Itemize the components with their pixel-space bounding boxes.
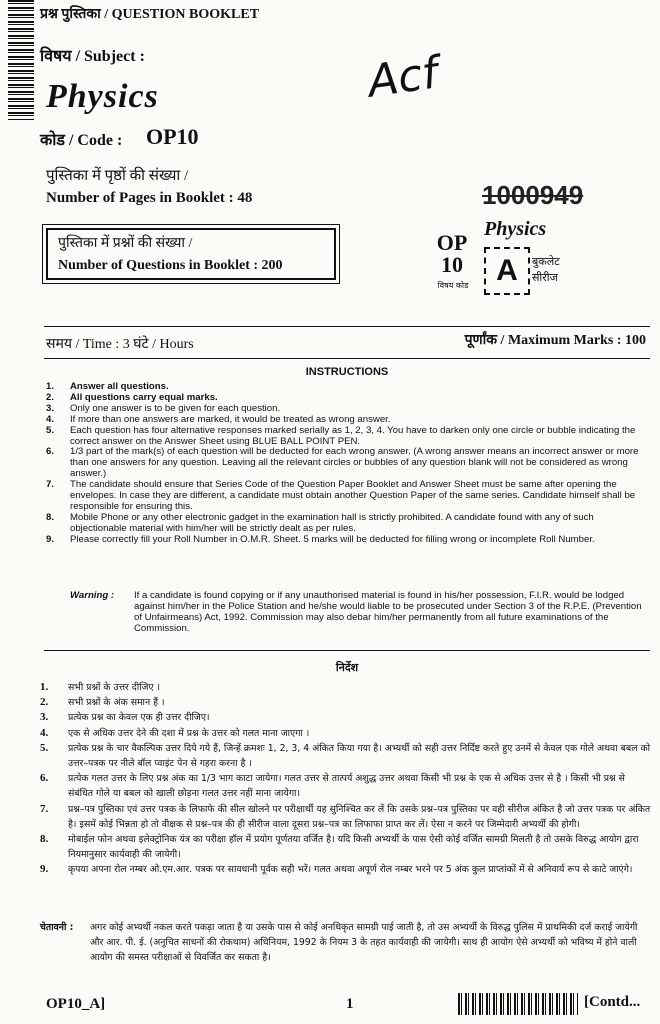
handwritten-note: Acf xyxy=(364,47,441,108)
divider-bottom xyxy=(44,650,650,651)
max-marks: पूर्णांक / Maximum Marks : 100 xyxy=(464,333,646,348)
footer-code: OP10_A] xyxy=(46,996,106,1012)
warning-label-hi: चेतावनी : xyxy=(40,922,74,933)
instruction-item: 2. All questions carry equal marks. xyxy=(46,391,218,403)
instructions-list xyxy=(46,382,652,546)
questions-box xyxy=(46,228,336,280)
nirdesh-item: 2. सभी प्रश्नों के अंक समान हैं । xyxy=(40,696,165,709)
instruction-item: 9. Please correctly fill your Roll Number in O.M.R. Sheet. 5 marks will be deducted for filling wrong or incomplete Roll Number. xyxy=(46,533,595,545)
warning-hi xyxy=(40,920,652,966)
warning-text-hi: अगर कोई अभ्यर्थी नकल करते पकड़ा जाता है या उसके पास से कोई अनधिकृत सामग्री पाई जाती है, तो उस अभ्यर्थी के विरुद्ध पुलिस में प्राथमिकी दर्ज कराई जायेगी और आर. पी. ई. (अनुचित साधनों की रोकथाम) अधिनियम, 1992 के नियम 3 के तहत कार्यवाही की जायेगी। साथ ही आयोग ऐसे अभ्यर्थी को भविष्य में होने वाली आयोग की समस्त परीक्षाओं से विवर्जित कर सकता है। xyxy=(90,922,638,964)
questions-label-en: Number of Questions in Booklet : 200 xyxy=(58,258,283,273)
nirdesh-item: 7. प्रश्न–पत्र पुस्तिका एवं उत्तर पत्रक के लिफाफे की सील खोलने पर परीक्षार्थी यह सुनिश्चित कर लें कि उसके प्रश्न–पत्र पुस्तिका पर वही सीरीज अंकित है जो उत्तर पत्रक पर अंकित है। इसमें कोई भिन्नता हो तो वीक्षक से प्रश्न–पत्र की ही सीरीज वाला दूसरा प्रश्न–पत्र का लिफाफा प्राप्त कर लें। ऐसा न करने पर जिम्मेदारी अभ्यर्थी की होगी। xyxy=(40,802,651,830)
code-label: कोड / Code : xyxy=(40,132,123,149)
nirdesh-title: निर्देश xyxy=(335,661,359,674)
time-label: समय / Time : 3 घंटे / Hours xyxy=(46,337,194,352)
divider-top xyxy=(44,326,650,327)
stamp-code-label: विषय कोड xyxy=(437,281,469,290)
instruction-item: 3. Only one answer is to be given for each question. xyxy=(46,402,281,414)
code-value: OP10 xyxy=(146,124,199,149)
divider-mid xyxy=(44,358,650,359)
instruction-item: 1. Answer all questions. xyxy=(46,381,169,392)
nirdesh-list xyxy=(40,680,652,878)
subject-label: विषय / Subject : xyxy=(40,48,145,65)
stamp-num: 10 xyxy=(441,252,463,277)
nirdesh-item: 1. सभी प्रश्नों के उत्तर दीजिए । xyxy=(40,681,161,693)
pages-label-en: Number of Pages in Booklet : 48 xyxy=(46,190,253,206)
pages-label-hi: पुस्तिका में पृष्ठों की संख्या / xyxy=(46,168,189,184)
vertical-barcode xyxy=(8,0,34,120)
subject-value: Physics xyxy=(46,78,159,115)
nirdesh-item: 5. प्रत्येक प्रश्न के चार वैकल्पिक उत्तर दिये गये हैं, जिन्हें क्रमशः 1, 2, 3, 4 अंकित किया गया है। अभ्यर्थी को सही उत्तर निर्दिष्ट करते हुए उनमें से केवल एक गोले अथवा बबल को उत्तर–पत्रक पर नीले बॉल प्वाइंट पेन से गहरा करना है । xyxy=(40,741,650,770)
series-label-1: बुकलेट xyxy=(532,255,560,268)
series-letter: A xyxy=(496,254,518,287)
instruction-item: 6. 1/3 part of the mark(s) of each question will be deducted for each wrong answer. (A wrong answer means an incorrect answer or more than one answers for any question. Leaving all the relevant circles or bubbles of any question blank will not be considered as wrong answer.) xyxy=(46,446,639,480)
nirdesh-item: 3. प्रत्येक प्रश्न का केवल एक ही उत्तर दीजिए। xyxy=(40,711,210,724)
contd-label: [Contd... xyxy=(584,994,641,1010)
stamp-subject: Physics xyxy=(484,218,547,240)
questions-label-hi: पुस्तिका में प्रश्नों की संख्या / xyxy=(58,236,193,251)
instruction-item: 4. If more than one answers are marked, it would be treated as wrong answer. xyxy=(46,413,391,425)
nirdesh-item: 6. प्रत्येक गलत उत्तर के लिए प्रश्न अंक का 1/3 भाग काटा जायेगा। गलत उत्तर से तात्पर्य अशुद्ध उत्तर अथवा किसी भी प्रश्न के एक से अधिक उत्तर से है । किसी भी प्रश्न से संबंधित गोले या बबल को खाली छोड़ना गलत उत्तर नहीं माना जायेगा। xyxy=(40,772,625,800)
stamp-op: OP xyxy=(436,230,468,255)
booklet-title: प्रश्न पुस्तिका / QUESTION BOOKLET xyxy=(40,7,260,22)
page-number: 1 xyxy=(346,996,354,1012)
warning-en xyxy=(70,590,652,634)
nirdesh-item: 9. कृपया अपना रोल नम्बर ओ.एम.आर. पत्रक पर सावधानी पूर्वक सही भरें। गलत अथवा अपूर्ण रोल नम्बर भरने पर 5 अंक कुल प्राप्तांकों में से अनिवार्य रूप से काटे जाएंगे। xyxy=(40,863,633,876)
instructions-title: INSTRUCTIONS xyxy=(305,366,389,378)
instruction-item: 8. Mobile Phone or any other electronic gadget in the examination hall is strictly prohibited. A candidate found with any of such objectionable material with him/her will be strictly dealt as per rules. xyxy=(46,511,594,534)
serial-number: 1000949 xyxy=(482,180,584,210)
instruction-item: 7. The candidate should ensure that Series Code of the Question Paper Booklet and Answer Sheet must be same after opening the envelopes. In case they are different, a candidate must obtain another Question Paper of the same series. Candidate himself shall be responsible for ensuring this. xyxy=(46,479,636,512)
nirdesh-item: 4. एक से अधिक उत्तर देने की दशा में प्रश्न के उत्तर को गलत माना जाएगा । xyxy=(40,726,310,739)
footer-barcode xyxy=(458,993,578,1015)
series-label-2: सीरीज xyxy=(532,271,558,284)
nirdesh-item: 8. मोबाईल फोन अथवा इलेक्ट्रोनिक यंत्र का परीक्षा हॉल में प्रयोग पूर्णतया वर्जित है। यदि किसी अभ्यर्थी के पास ऐसी कोई वर्जित सामग्री मिलती है तो उसके विरुद्ध आयोग द्वारा नियमानुसार कार्यवाही की जायेगी। xyxy=(40,833,639,861)
warning-text: If a candidate is found copying or if any unauthorised material is found in his/her possession, F.I.R. would be lodged against him/her in the Police Station and he/she would liable to be prosecuted under Section 3 of the R.P.E. (Prevention of Unfairmeans) Act, 1992. Commission may also debar him/her permanently from all future examinations of the Commission. xyxy=(134,590,642,634)
series-box xyxy=(484,247,530,295)
instruction-item: 5. Each question has four alternative responses marked serially as 1, 2, 3, 4. You have to darken only one circle or bubble indicating the correct answer on the Answer Sheet using BLUE BALL POINT PEN. xyxy=(46,424,636,447)
warning-label: Warning : xyxy=(70,590,115,601)
